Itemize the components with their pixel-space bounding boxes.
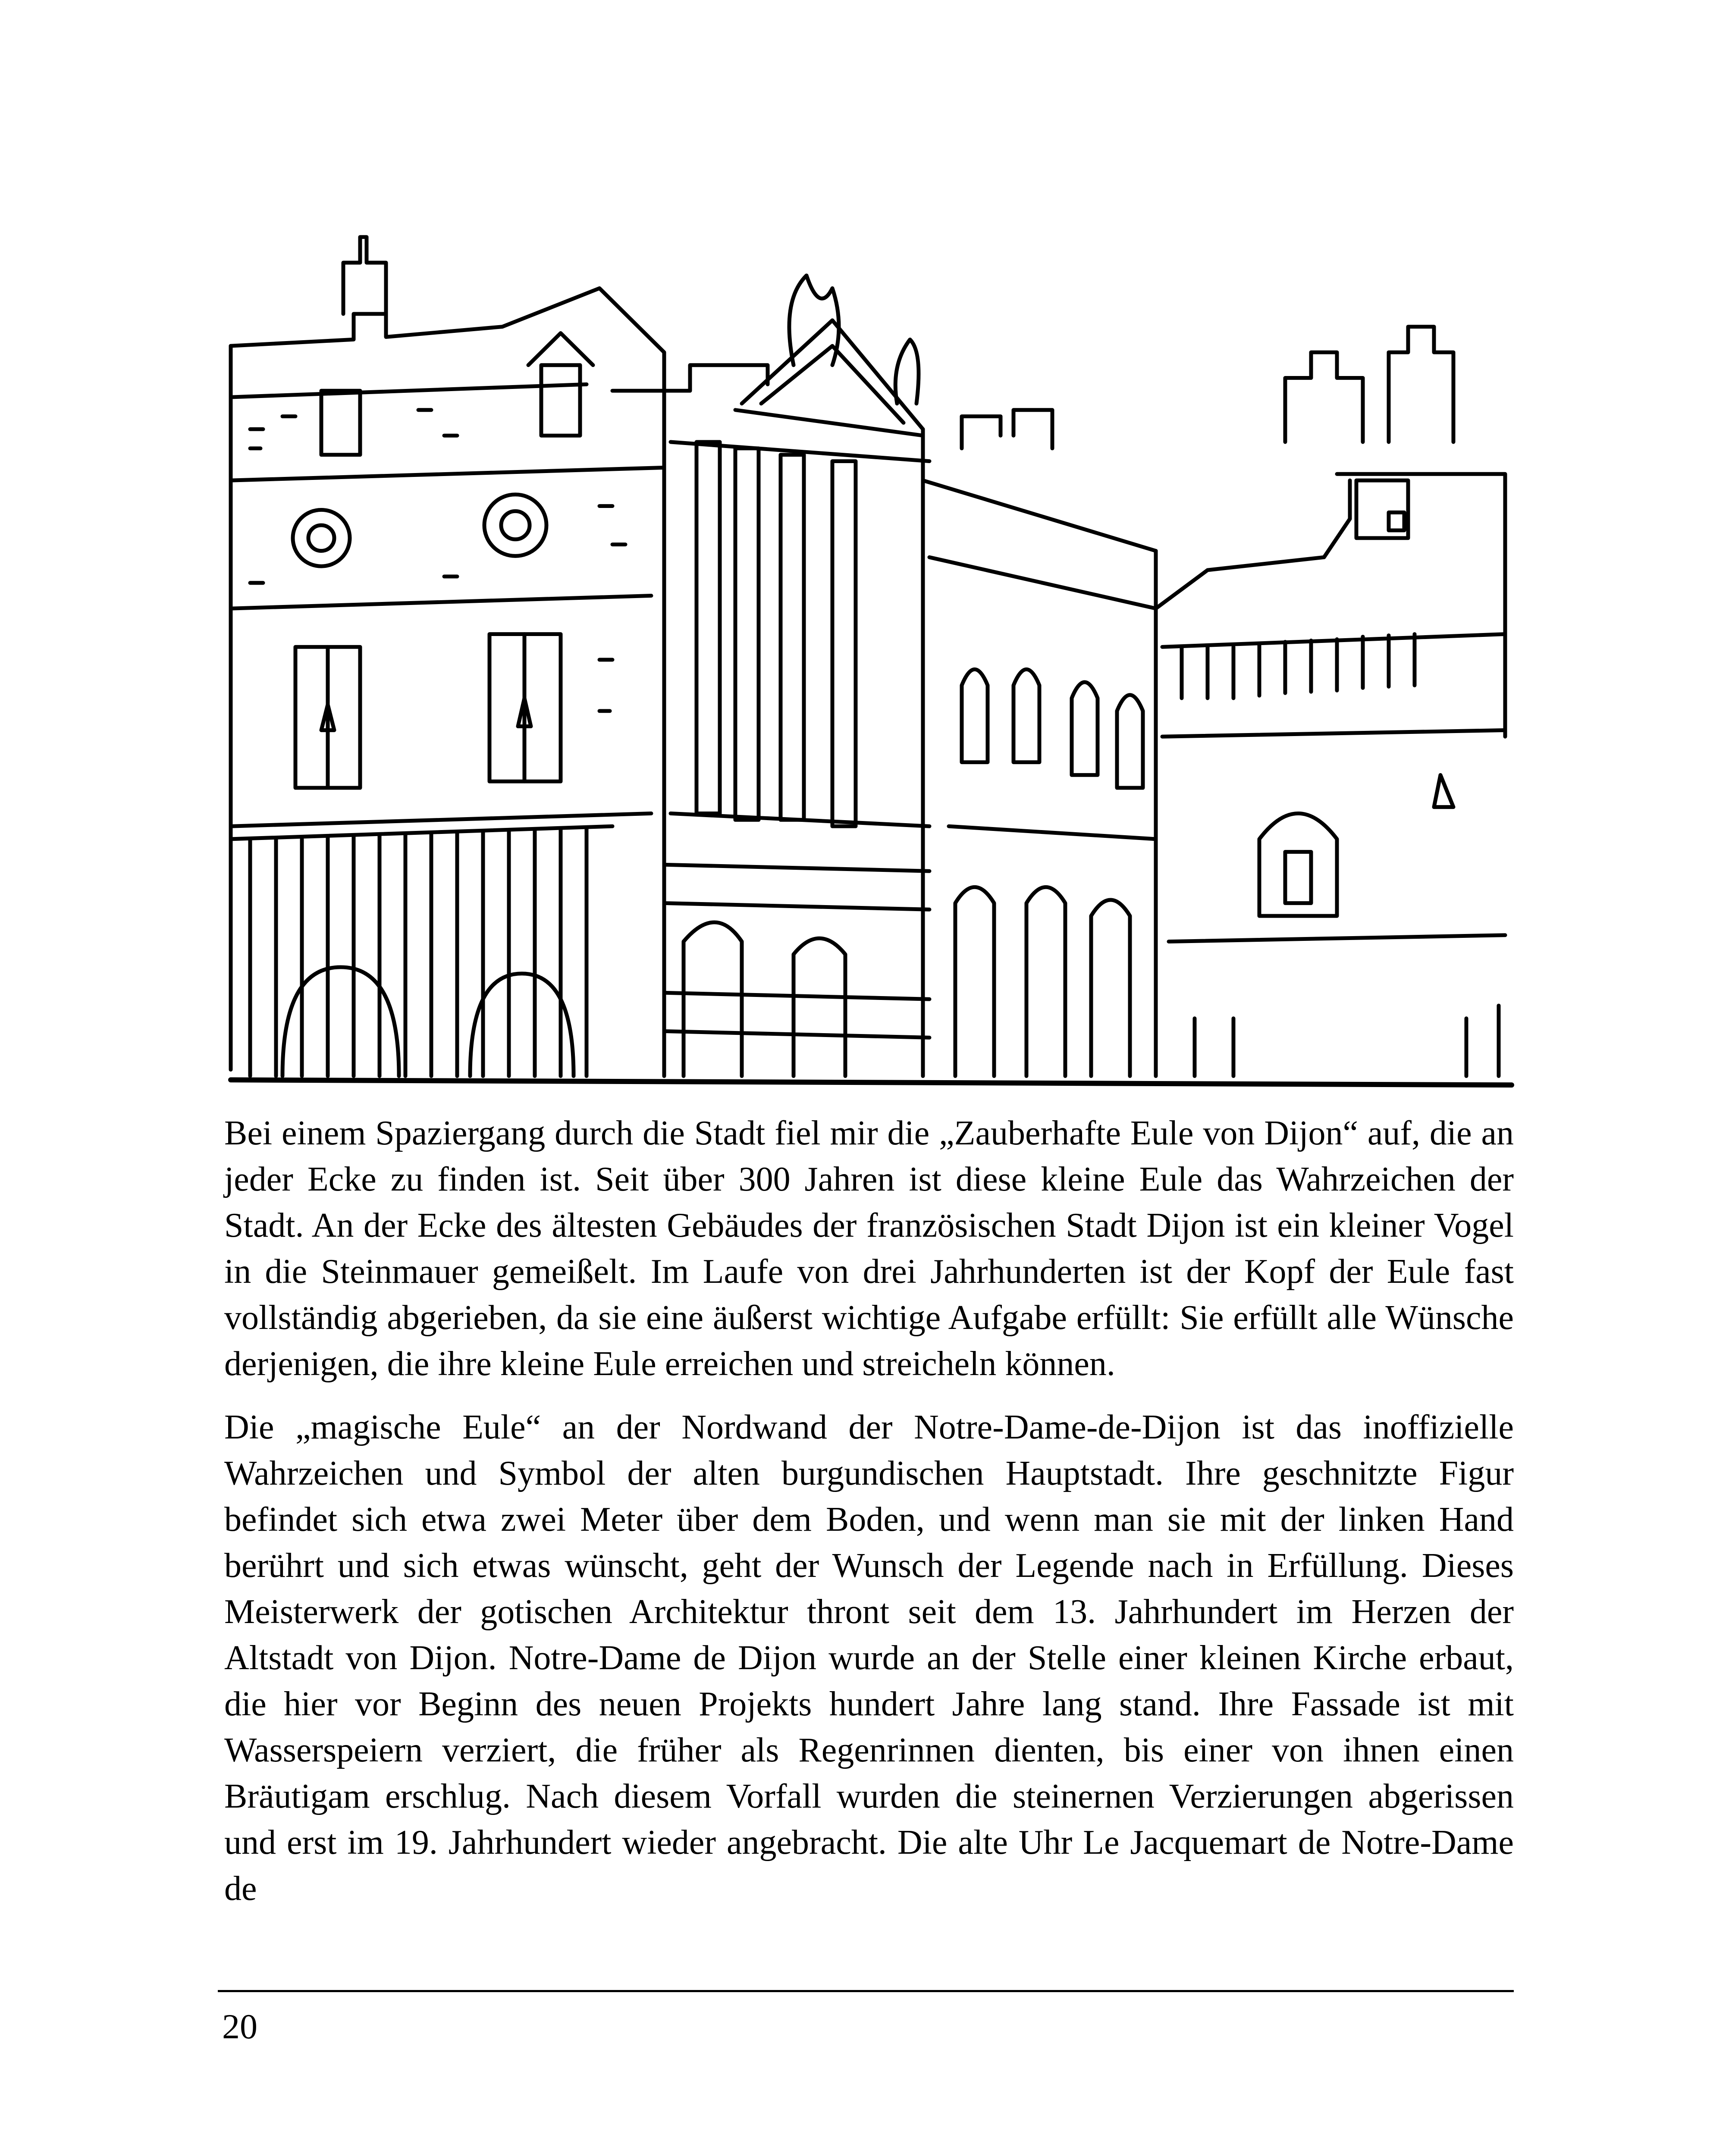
page-number: 20 [222, 2007, 257, 2046]
body-text [224, 1110, 1514, 1929]
building-sketch-illustration [224, 224, 1518, 1095]
paragraph-1: Bei einem Spaziergang durch die Stadt fiel mir die „Zauberhafte Eule von Dijon“ auf, die an jeder Ecke zu finden ist. Seit über 300 Jahren ist diese kleine Eule das Wahrzeichen der Stadt. An der Ecke des ältesten Gebäudes der französischen Stadt Dijon ist ein kleiner Vogel in die Steinmauer gemeißelt. Im Laufe von drei Jahrhunderten ist der Kopf der Eule fast vollständig abgerieben, da sie eine äußerst wichtige Aufgabe erfüllt: Sie erfüllt alle Wünsche derjenigen, die ihre kleine Eule erreichen und streicheln können. [224, 1114, 1514, 1383]
paragraph-2: Die „magische Eule“ an der Nordwand der Notre-Dame-de-Dijon ist das inoffizielle Wahrzeichen und Symbol der alten burgundischen Hauptstadt. Ihre geschnitzte Figur befindet sich etwa zwei Meter über dem Boden, und wenn man sie mit der linken Hand berührt und sich etwas wünscht, geht der Wunsch der Legende nach in Erfüllung. Dieses Meisterwerk der gotischen Architektur thront seit dem 13. Jahrhundert im Herzen der Altstadt von Dijon. Notre-Dame de Dijon wurde an der Stelle einer kleinen Kirche erbaut, die hier vor Beginn des neuen Projekts hundert Jahre lang stand. Ihre Fassade ist mit Wasserspeiern verziert, die früher als Regenrinnen dienten, bis einer von ihnen einen Bräutigam erschlug. Nach diesem Vorfall wurden die steinernen Verzierungen abgerissen und erst im 19. Jahrhundert wieder angebracht. Die alte Uhr Le Jacquemart de Notre-Dame de [224, 1408, 1514, 1908]
footer-divider [218, 1990, 1514, 1992]
